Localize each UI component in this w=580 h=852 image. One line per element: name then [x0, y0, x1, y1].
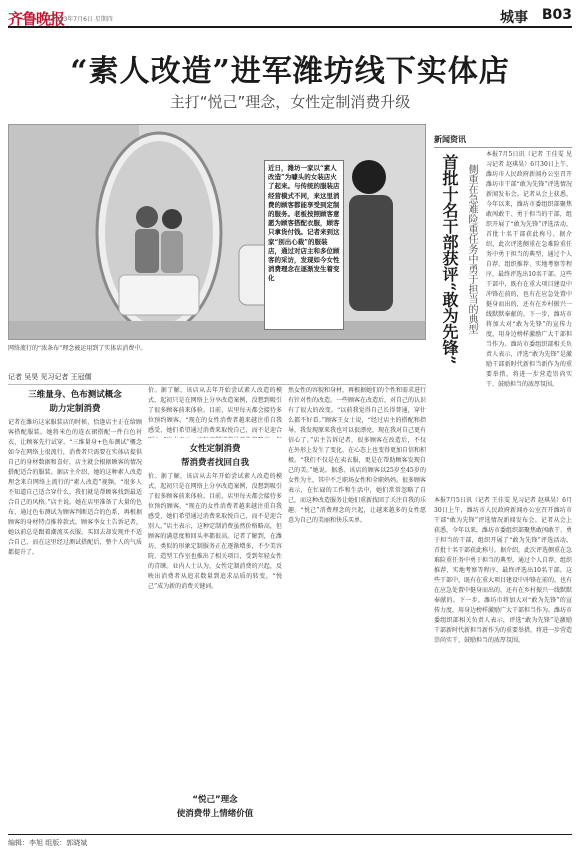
sidebar-label: 新闻资讯: [434, 134, 572, 148]
store-photo-illustration: [9, 125, 426, 340]
article-column-2: 价。据了解，该店从去年开始尝试素人改造的模式，起初只是在网络上分享改造案例，没想到吸引了很多顾客前来体验。目前，店里每天都会接待多位预约顾客。“现在的女性消费者越来越注重自我感受，她们希望通过消费来取悦自己，而不是迎合别人。”店主表示，这种定制消费虽然价格略高，但顾客的满意度和回头率都很高。记者了解到，在潍坊，类似的形象定制服务正在逐渐增多，不少美容院、造型工作室也推出了相关项目，受到年轻女性的青睐。业内人士认为，女性定制消费的兴起，反映出消费者从追求数量到追求品质的转变，“悦己”成为新的消费关键词。: [148, 473, 282, 590]
store-photo: [8, 124, 426, 340]
article-byline: 记者 吴昊 见习记者 王冠儒: [8, 372, 426, 385]
page-number: B03: [541, 7, 572, 23]
photo-caption: 网络流行的“浓条布”理念被运用到了实体店消费中。: [8, 345, 147, 352]
article-column-2-top: 价。据了解，该店从去年开始尝试素人改造的模式，起初只是在网络上分享改造案例，没想到吸引了很多顾客前来体验。目前，店里每天都会接待多位预约顾客。“现在的女性消费者越来越注重自我感受，她们希望通过消费来取悦自己，而不是迎合: [148, 387, 282, 434]
sidebar-headline: 首批十名干部获评“敢为先锋”: [440, 154, 459, 365]
issue-date: 2023年7月6日 星期四: [52, 16, 113, 23]
sidebar-body: 本报7月5日讯（记者 王佳雯 见习记者 赵琪昊）6月30日上午，潍坊市人民政府新闻办公室召开潍坊市干部“敢为先锋”评选情况新闻发布会。记者从会上获悉，今年以来，潍坊市委组织部聚焦敢闯敢干、勇于担当的干部，组织开展了“敢为先锋”评选活动，首批十名干部获此称号。据介绍，此次评选侧重在急难险重任务中勇于担当的典型，通过个人自荐、组织推荐、实地考察等程序，最终评选出10名干部。这些干部中，既有在重大项目建设中冲锋在前的，也有在应急处置中挺身而出的，还有在乡村振兴一线默默奉献的。下一步，潍坊市将加大对“敢为先锋”的宣传力度，用身边榜样激励广大干部担当作为。潍坊市委组织部相关负责人表示，评选“敢为先锋”是激励干部新时代新担当新作为的重要举措，将进一步营造崇尚实干、鼓励担当的浓厚氛围。: [434, 497, 572, 644]
page-footer: 编辑：李旭 组版：郭晓斌: [8, 834, 572, 848]
main-subhead: 主打“悦己”理念，女性定制消费升级: [169, 93, 411, 111]
article-column-1: 记者在潍坊这家服装店的时候，恰逢店主正在给顾客搭配服装。她将米色的连衣裙搭配一件白色衬衣，让顾客先行试穿。“三维量身+色布测试”概念如今在网络上很流行，消费者只需要在实体店提供自己的身材数据和喜好，店主就会根据顾客的情况搭配适合的服装。据店主介绍，她的这种素人改造理念来自网络上流行的“素人改造”视频。“很多人不知道自己适合穿什么，我们就是帮顾客找到最适合自己的风格。”店主说。她在店里准备了大量的色布，通过色布测试为顾客判断适合的色系，再根据顾客的身材特点推荐款式。顾客李女士告诉记者，她以前总是跟着潮流买衣服，买回去却发现并不适合自己，而在这里经过测试搭配后，整个人的气质都提升了。: [8, 419, 142, 556]
section3-title: “悦己”理念: [192, 795, 238, 805]
section1-subtitle: 助力定制消费: [49, 404, 101, 414]
newspaper-logo: 齐鲁晚报: [8, 10, 65, 28]
section2-subtitle: 帮消费者找回自我: [180, 458, 249, 468]
sidebar-body-top: 本报7月5日讯（记者 王佳雯 见习记者 赵琪昊）6月30日上午，潍坊市人民政府新闻办公室召开潍坊市干部“敢为先锋”评选情况新闻发布会。记者从会上获悉，今年以来，潍坊市委组织部聚焦敢闯敢干、勇于担当的干部，组织开展了“敢为先锋”评选活动，首批十名干部获此称号。据介绍，此次评选侧重在急难险重任务中勇于担当的典型，通过个人自荐、组织推荐、实地考察等程序，最终评选出10名干部。这些干部中，既有在重大项目建设中冲锋在前的，也有在应急处置中挺身而出的，还有在乡村振兴一线默默奉献的。下一步，潍坊市将加大对“敢为先锋”的宣传力度，用身边榜样激励广大干部担当作为。潍坊市委组织部相关负责人表示，评选“敢为先锋”是激励干部新时代新担当新作为的重要举措，将进一步营造崇尚实干、鼓励担当的浓厚氛围。: [486, 151, 572, 388]
photo-inset-summary: 近日，潍坊一家以“素人改造”为噱头的女装店火了起来。与传统的服装店经营模式不同，来这里消费的顾客都能享受到定制的服务。老板按照顾客意愿为顾客搭配衣服，顾客只拿货付钱。记者来到这家“别出心裁”的服装店，通过对店主和多位顾客的采访，发现如今女性消费理念在逐渐发生着变化: [264, 160, 344, 330]
section-name: 城事: [500, 10, 528, 26]
masthead: [8, 6, 572, 28]
section3-subtitle: 使消费带上情绪价值: [176, 809, 254, 819]
section2-title: 女性定制消费: [189, 444, 241, 454]
news-sidebar: [434, 124, 572, 840]
section1-title: 三维量身、色布测试概念: [28, 390, 122, 400]
article-column-3: 然女性的容貌和身材，再根据她们的个性和需求进行有针对性的改造。一些顾客在改造后，对自己的认识有了很大的改变。“以前我觉得自己长得普通，穿什么都不好看。”顾客王女士说，“经过店主的搭配和指导，我发现原来我也可以很漂亮，现在我对自己更有信心了。”店主告诉记者，很多顾客在改造后，不仅在外形上发生了变化，在心态上也变得更加自信和积极。“我们不仅是在卖衣服，更是在帮助顾客发现自己的美。”她说。据悉，该店的顾客以25岁至45岁的女性为主，其中不乏职场女性和全职妈妈。很多顾客表示，在忙碌的工作和生活中，她们常常忽略了自己，而这种改造服务让她们重新找回了关注自我的乐趣。“悦己”消费理念的兴起，让越来越多的女性愿意为自己的美丽和快乐买单。: [288, 387, 426, 524]
sidebar-subheadline: 侧重在急难险重任务中勇于担当的典型: [466, 164, 477, 334]
main-headline: “素人改造”进军潍坊线下实体店: [70, 54, 510, 89]
